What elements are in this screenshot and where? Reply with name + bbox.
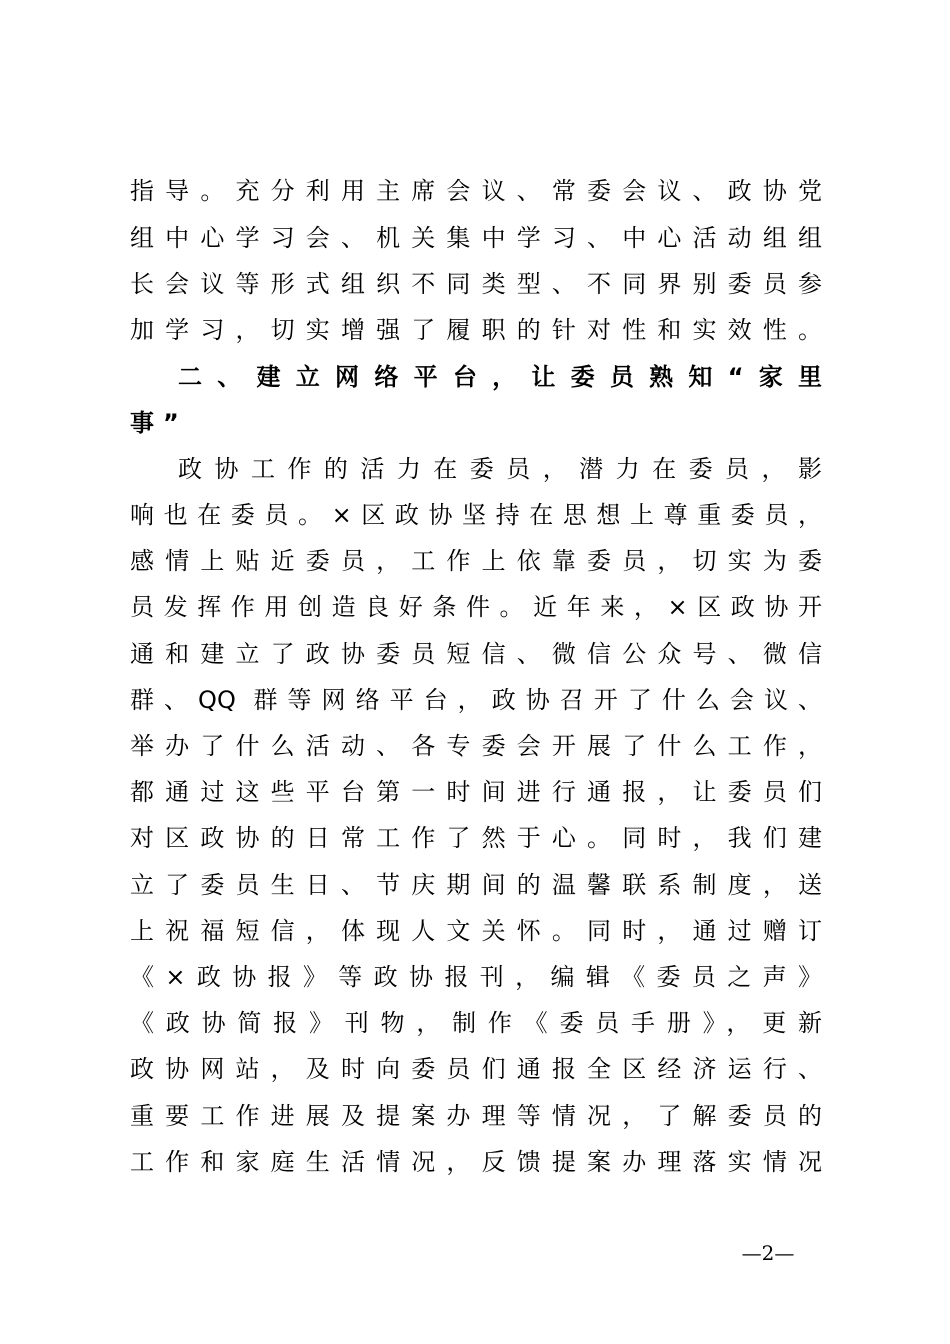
text-line: 指导。充分利用主席会议、常委会议、政协党	[130, 177, 822, 205]
text-line: 《×政协报》等政协报刊，编辑《委员之声》	[130, 963, 822, 991]
text-line: 立了委员生日、节庆期间的温馨联系制度，送	[130, 871, 822, 899]
text-line: 响也在委员。×区政协坚持在思想上尊重委员，	[130, 501, 822, 529]
text-line: 员发挥作用创造良好条件。近年来，×区政协开	[130, 593, 822, 621]
text-line: 感情上贴近委员，工作上依靠委员，切实为委	[130, 547, 822, 575]
text-line: 政协网站，及时向委员们通报全区经济运行、	[130, 1055, 822, 1083]
heading-line: 二、建立网络平台，让委员熟知“家里	[178, 363, 822, 391]
text-line: 组中心学习会、机关集中学习、中心活动组组	[130, 224, 822, 252]
text-line: 通和建立了政协委员短信、微信公众号、微信	[130, 640, 822, 668]
text-line: 上祝福短信，体现人文关怀。同时，通过赠订	[130, 917, 822, 945]
text-line: 重要工作进展及提案办理等情况，了解委员的	[130, 1102, 822, 1130]
text-line: 政协工作的活力在委员，潜力在委员，影	[178, 455, 822, 483]
text-line: 《政协简报》刊物，制作《委员手册》，更新	[130, 1009, 822, 1037]
page-number: —2—	[741, 1241, 795, 1265]
text-line: 对区政协的日常工作了然于心。同时，我们建	[130, 824, 822, 852]
text-line: 工作和家庭生活情况，反馈提案办理落实情况	[130, 1148, 822, 1176]
text-line: 举办了什么活动、各专委会开展了什么工作，	[130, 732, 822, 760]
text-line: 加学习，切实增强了履职的针对性和实效性。	[130, 316, 822, 344]
heading-line: 事”	[130, 409, 188, 437]
text-line: 长会议等形式组织不同类型、不同界别委员参	[130, 270, 822, 298]
text-line: 都通过这些平台第一时间进行通报，让委员们	[130, 778, 822, 806]
text-line: 群、QQ 群等网络平台，政协召开了什么会议、	[130, 686, 822, 714]
